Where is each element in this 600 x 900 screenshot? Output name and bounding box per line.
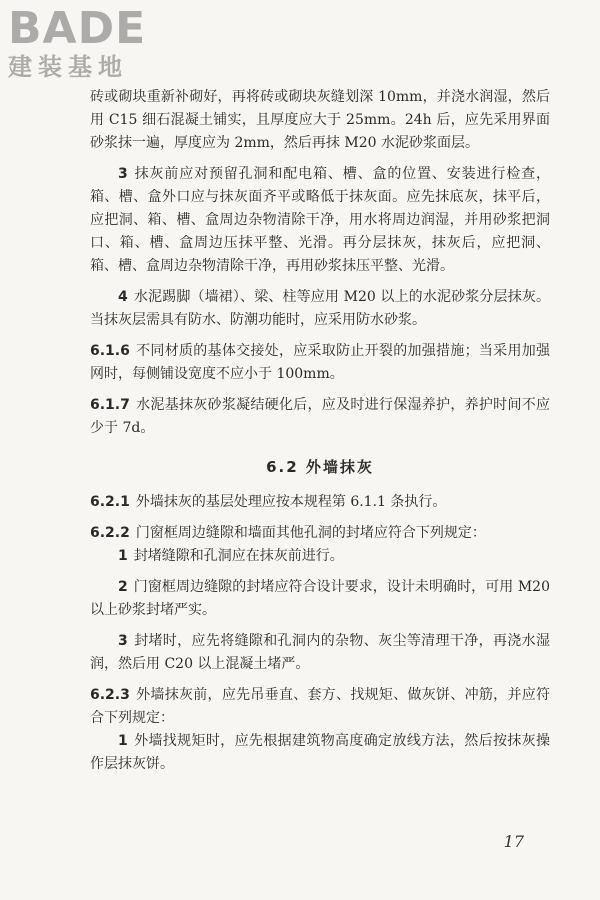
paragraph-gap	[90, 332, 550, 340]
item-number: 3	[118, 633, 128, 649]
paragraph-text: 外墙抹灰前，应先吊垂直、套方、找规矩、做灰饼、冲筋，并应符合下列规定：	[90, 687, 550, 726]
item-number: 1	[118, 548, 128, 564]
clause-paragraph	[90, 340, 550, 386]
paragraph-text: 外墙抹灰的基层处理应按本规程第 6.1.1 条执行。	[135, 494, 447, 510]
paragraph-gap	[90, 568, 550, 576]
paragraph-text: 水泥基抹灰砂浆凝结硬化后，应及时进行保湿养护，养护时间不应少于 7d。	[90, 397, 550, 436]
watermark-brand: BADE	[8, 3, 147, 54]
item-number: 2	[118, 579, 128, 595]
paragraph-text: 外墙找规矩时，应先根据建筑物高度确定放线方法，然后按抹灰操作层抹灰饼。	[90, 733, 550, 772]
clause-paragraph	[90, 522, 550, 545]
paragraph-gap	[90, 386, 550, 394]
paragraph-text: 封堵时，应先将缝隙和孔洞内的杂物、灰尘等清理干净，再浇水湿润，然后用 C20 以上混凝土堵严。	[90, 633, 550, 672]
paragraph-gap	[90, 155, 550, 163]
paragraph-gap	[90, 278, 550, 286]
item-number: 6.2.3	[90, 687, 130, 703]
watermark-subtitle: 建装基地	[8, 53, 128, 81]
item-number: 3	[118, 166, 128, 182]
item-number: 6.1.6	[90, 343, 130, 359]
paragraph-gap	[90, 676, 550, 684]
body-paragraph	[90, 730, 550, 776]
body-paragraph	[90, 545, 550, 568]
paragraph-text: 抹灰前应对预留孔洞和配电箱、槽、盒的位置、安装进行检查，箱、槽、盒外口应与抹灰面齐平或略低于抹灰面。应先抹底灰，抹平后，应把洞、箱、槽、盒周边杂物清除干净，用水将周边润湿，并用砂浆把洞口、箱、槽、盒周边压抹平整、光滑。再分层抹灰，抹灰后，应把洞、箱、槽、盒周边杂物清除干净，再用砂浆抹压平整、光滑。	[90, 166, 550, 274]
paragraph-text: 水泥踢脚（墙裙）、梁、柱等应用 M20 以上的水泥砂浆分层抹灰。当抹灰层需具有防水、防潮功能时，应采用防水砂浆。	[90, 289, 550, 328]
paragraph-text: 砖或砌块重新补砌好，再将砖或砌块灰缝划深 10mm，并浇水润湿，然后用 C15 细石混凝土铺实，且厚度应大于 25mm。24h 后，应先采用界面砂浆抹一遍，厚度应为 2mm，然后再抹 M20 水泥砂浆面层。	[90, 89, 550, 151]
clause-paragraph	[90, 684, 550, 730]
paragraph-text: 不同材质的基体交接处，应采取防止开裂的加强措施；当采用加强网时，每侧铺设宽度不应小于 100mm。	[90, 343, 550, 382]
item-number: 6.2.2	[90, 525, 130, 541]
body-paragraph	[90, 163, 550, 278]
paragraph-text: 封堵缝隙和孔洞应在抹灰前进行。	[133, 548, 344, 564]
item-number: 6.2.1	[90, 494, 130, 510]
clause-paragraph	[90, 394, 550, 440]
item-number: 1	[118, 733, 128, 749]
body-paragraph	[90, 630, 550, 676]
body-paragraph	[90, 576, 550, 622]
clause-paragraph	[90, 491, 550, 514]
item-number: 4	[118, 289, 128, 305]
item-number: 6.1.7	[90, 397, 130, 413]
paragraph-gap	[90, 514, 550, 522]
body-paragraph	[90, 86, 550, 155]
document-page	[90, 86, 550, 776]
section-heading: 6.2 外墙抹灰	[266, 458, 374, 476]
watermark-logo	[8, 3, 178, 88]
paragraph-text: 门窗框周边缝隙和墙面其他孔洞的封堵应符合下列规定：	[135, 525, 486, 541]
paragraph-gap	[90, 622, 550, 630]
page-number: 17	[503, 832, 524, 851]
paragraph-text: 门窗框周边缝隙的封堵应符合设计要求，设计未明确时，可用 M20 以上砂浆封堵严实。	[90, 579, 550, 618]
body-paragraph	[90, 286, 550, 332]
